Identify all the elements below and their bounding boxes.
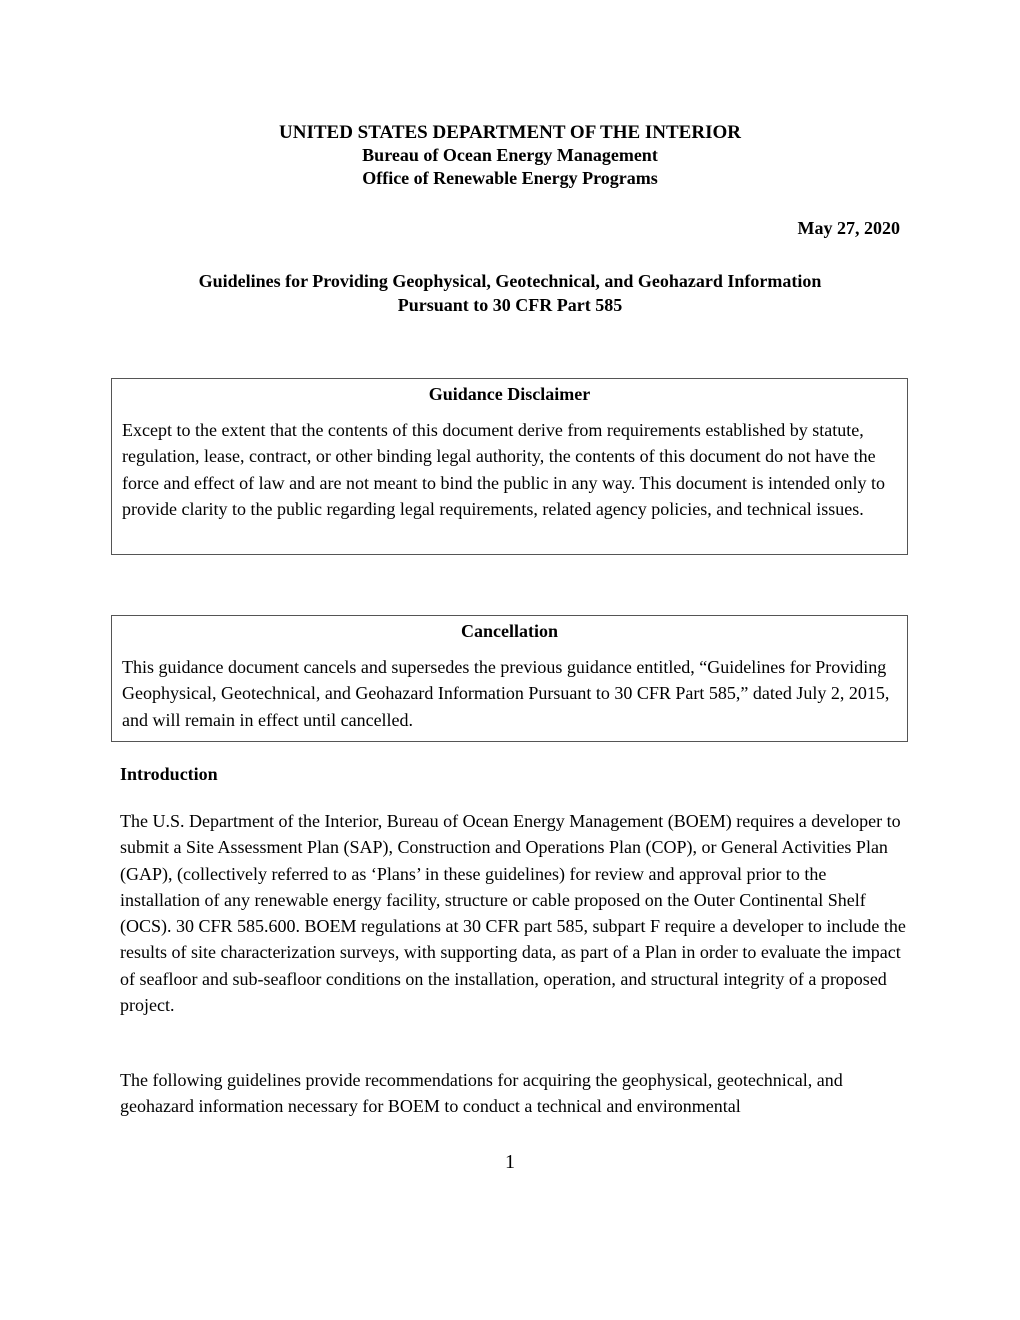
document-title-line-1: Guidelines for Providing Geophysical, Geotechnical, and Geohazard Information xyxy=(198,271,822,291)
cancellation-text: This guidance document cancels and supersedes the previous guidance entitled, “Guidelines for Providing Geophysical, Geotechnical, and Geohazard Information Pursuant to 30 CFR Part 585,” dated July 2, 2015, and will remain in effect until cancelled. xyxy=(122,657,890,730)
cancellation-box xyxy=(111,615,908,742)
document-title xyxy=(110,269,910,317)
office-name: Office of Renewable Energy Programs xyxy=(362,168,658,188)
page-number: 1 xyxy=(505,1151,515,1173)
document-date: May 27, 2020 xyxy=(797,218,900,238)
document-title-line-2: Pursuant to 30 CFR Part 585 xyxy=(397,295,623,315)
disclaimer-box xyxy=(111,378,908,555)
introduction-paragraph-2: The following guidelines provide recommendations for acquiring the geophysical, geotechnical, and geohazard information necessary for BOEM to conduct a technical and environmental xyxy=(120,1070,843,1117)
cancellation-heading: Cancellation xyxy=(461,621,558,641)
document-header xyxy=(0,121,1020,190)
bureau-name: Bureau of Ocean Energy Management xyxy=(362,145,658,165)
disclaimer-text: Except to the extent that the contents of this document derive from requirements established by statute, regulation, lease, contract, or other binding legal authority, the contents of this document do not have the force and effect of law and are not meant to bind the public in any way. This document is intended only to provide clarity to the public regarding legal requirements, related agency policies, and technical issues. xyxy=(122,420,885,520)
introduction-paragraph-1: The U.S. Department of the Interior, Bureau of Ocean Energy Management (BOEM) requires a developer to submit a Site Assessment Plan (SAP), Construction and Operations Plan (COP), or General Activities Plan (GAP), (collectively referred to as ‘Plans’ in these guidelines) for review and approval prior to the installation of any renewable energy facility, structure or cable proposed on the Outer Continental Shelf (OCS). 30 CFR 585.600. BOEM regulations at 30 CFR part 585, subpart F require a developer to include the results of site characterization surveys, with supporting data, as part of a Plan in order to evaluate the impact of seafloor and sub-seafloor conditions on the installation, operation, and structural integrity of a proposed project. xyxy=(120,811,906,1016)
introduction-heading: Introduction xyxy=(120,764,218,784)
agency-name: UNITED STATES DEPARTMENT OF THE INTERIOR xyxy=(279,122,741,143)
disclaimer-heading: Guidance Disclaimer xyxy=(428,384,591,404)
